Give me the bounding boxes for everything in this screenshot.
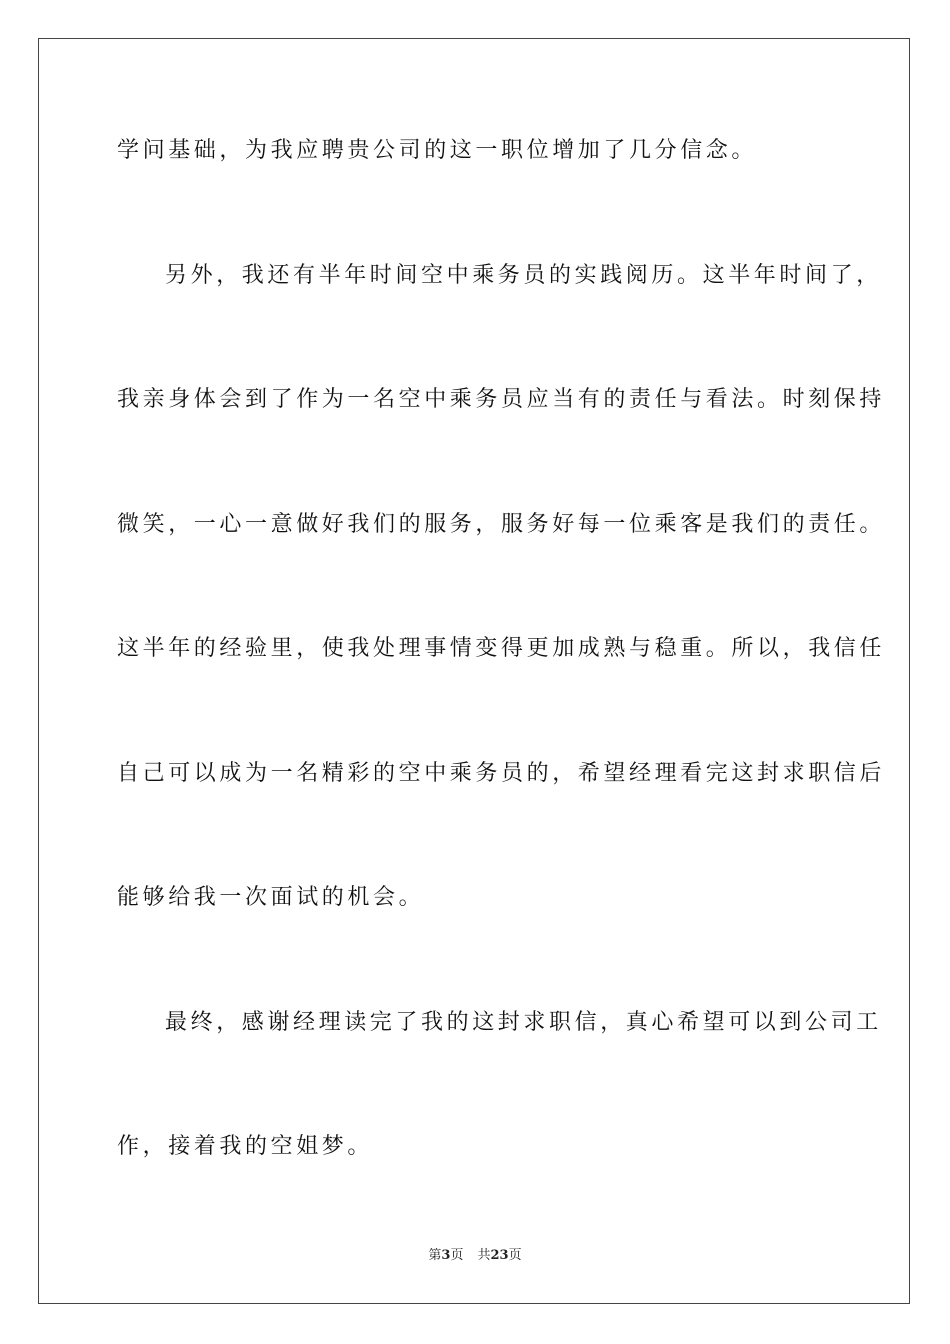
total-prefix: 共 (477, 1248, 491, 1263)
paragraph-line: 学问基础，为我应聘贵公司的这一职位增加了几分信念。 (117, 138, 758, 163)
page-border (38, 38, 910, 1304)
paragraph-line: 这半年的经验里，使我处理事情变得更加成熟与稳重。所以，我信任 (117, 636, 886, 661)
total-suffix: 页 (508, 1248, 522, 1263)
paragraph-line: 作，接着我的空姐梦。 (117, 1134, 374, 1159)
paragraph-line: 能够给我一次面试的机会。 (117, 885, 425, 910)
page-footer (0, 1247, 950, 1265)
page-number: 3 (441, 1248, 451, 1263)
total-pages: 23 (490, 1248, 509, 1263)
paragraph-line: 我亲身体会到了作为一名空中乘务员应当有的责任与看法。时刻保持 (117, 387, 886, 412)
paragraph-line: 自己可以成为一名精彩的空中乘务员的，希望经理看完这封求职信后 (117, 761, 886, 786)
page-suffix: 页 (450, 1248, 464, 1263)
paragraph-line: 微笑，一心一意做好我们的服务，服务好每一位乘客是我们的责任。 (117, 512, 886, 537)
page-prefix: 第 (428, 1248, 442, 1263)
paragraph-line: 最终，感谢经理读完了我的这封求职信，真心希望可以到公司工 (165, 1010, 882, 1035)
paragraph-line: 另外，我还有半年时间空中乘务员的实践阅历。这半年时间了， (165, 263, 882, 288)
